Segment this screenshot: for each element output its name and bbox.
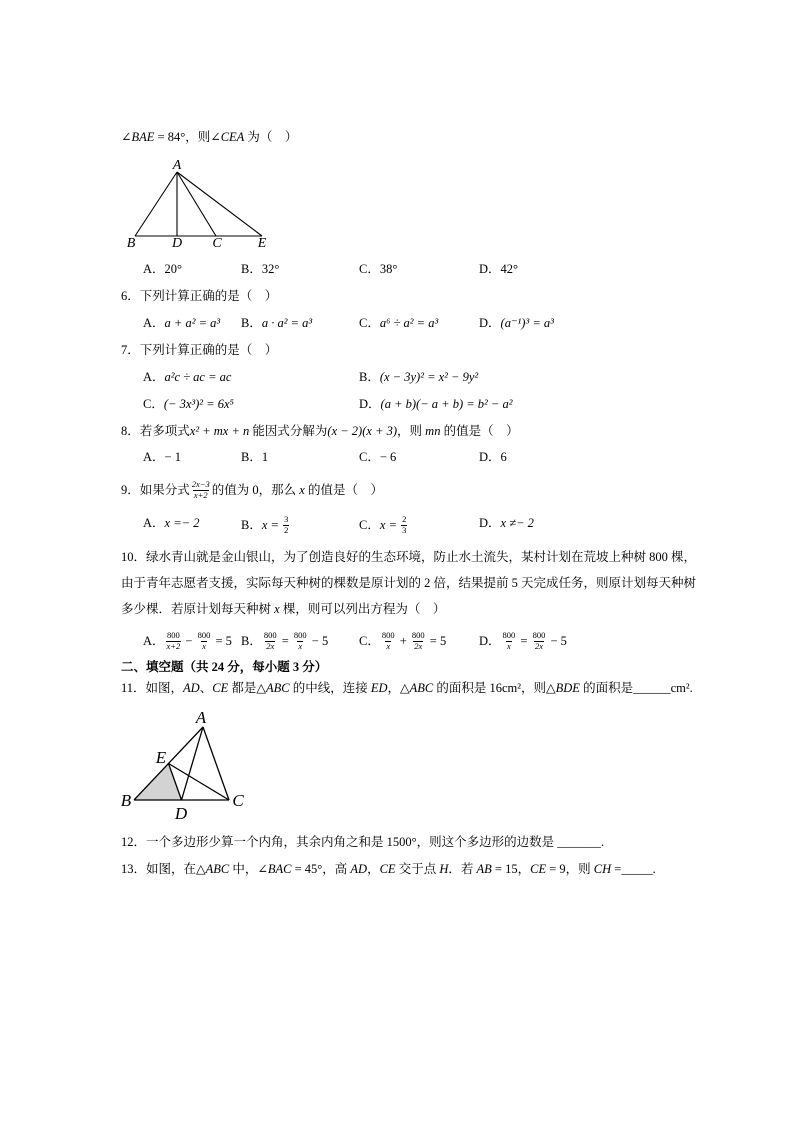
option-label: A． xyxy=(143,316,165,330)
math-variable: BAE xyxy=(131,130,155,144)
q7-option-a xyxy=(143,369,231,385)
math-variable: ∠BAC xyxy=(257,862,292,876)
option-label: D． xyxy=(479,634,501,648)
denominator: 2 xyxy=(284,524,289,535)
option-value: x = xyxy=(261,518,283,532)
option-value: a + a² = a³ xyxy=(164,316,221,330)
option-label: B． xyxy=(241,316,262,330)
denominator: x xyxy=(202,640,206,651)
math-variable: H xyxy=(439,862,449,876)
option-label: D． xyxy=(479,316,501,330)
q10-stem-line-2 xyxy=(121,575,696,591)
option-value: − 6 xyxy=(379,450,397,464)
label-d: D xyxy=(171,236,183,251)
q7-option-c xyxy=(143,396,234,412)
option-value: 1 xyxy=(261,450,269,464)
q9-option-b xyxy=(241,515,290,535)
q11-triangle-figure xyxy=(115,705,250,825)
math-variable: AD xyxy=(183,681,200,695)
math-variable: AB xyxy=(476,862,492,876)
fraction xyxy=(502,631,517,651)
denominator: 2x xyxy=(534,640,543,651)
option-value: x = xyxy=(379,518,401,532)
q9-option-c xyxy=(359,515,408,535)
option-value: x =− 2 xyxy=(164,516,200,530)
option-value: 38° xyxy=(379,262,398,276)
q10-option-d xyxy=(479,631,567,651)
q6-option-a xyxy=(143,315,220,331)
label-b: B xyxy=(126,236,136,251)
q5-stem xyxy=(121,129,297,145)
fraction xyxy=(283,515,289,535)
option-label: C． xyxy=(359,518,380,532)
section-heading xyxy=(121,659,327,675)
math-variable: CE xyxy=(212,681,229,695)
numerator: 800 xyxy=(411,630,425,640)
segment-ab xyxy=(135,172,177,236)
stem-text: 8．若多项式 xyxy=(121,424,190,438)
stem-text: =_____. xyxy=(611,862,656,876)
stem-text: 的面积是______cm². xyxy=(579,681,693,695)
fraction xyxy=(197,631,212,651)
fraction xyxy=(381,631,396,651)
denominator: 2x xyxy=(414,640,423,651)
q6-stem xyxy=(121,288,277,304)
denominator: x+2 xyxy=(193,489,208,500)
q10-option-a xyxy=(143,631,232,651)
numerator: 800 xyxy=(197,630,211,640)
equation-tail: − 5 xyxy=(308,634,329,648)
q11-stem xyxy=(121,680,693,696)
stem-text: 7．下列计算正确的是（ ） xyxy=(121,343,278,357)
stem-text: 6．下列计算正确的是（ ） xyxy=(121,289,278,303)
q12-stem xyxy=(121,834,604,850)
stem-text: 都是△ xyxy=(228,681,266,695)
option-label: D． xyxy=(479,516,501,530)
fraction xyxy=(532,631,547,651)
numerator: 800 xyxy=(167,630,180,640)
stem-text: 为（ ） xyxy=(244,130,298,144)
equation-tail: = 5 xyxy=(212,634,232,648)
operator: = xyxy=(517,634,531,648)
stem-text: 多少棵．若原计划每天种树 xyxy=(121,602,275,616)
stem-text: 12．一个多边形少算一个内角，其余内角之和是 1500°，则这个多边形的边数是 _______. xyxy=(121,835,605,849)
math-variable: CH xyxy=(593,862,612,876)
option-value: 20° xyxy=(164,262,183,276)
denominator: x xyxy=(298,640,303,651)
stem-text: 能因式分解为 xyxy=(249,424,328,438)
option-value: 32° xyxy=(261,262,280,276)
math-variable: ABC xyxy=(265,681,290,695)
option-value: 42° xyxy=(500,262,519,276)
numerator: 2 xyxy=(402,514,407,524)
label-e: E xyxy=(257,236,267,251)
option-value: (a⁻¹)³ = a³ xyxy=(500,316,554,330)
option-value: − 1 xyxy=(164,450,181,464)
operator: − xyxy=(182,634,196,648)
math-variable: ED xyxy=(370,681,388,695)
equation-tail: − 5 xyxy=(547,634,567,648)
math-variable: ABC xyxy=(409,681,434,695)
q7-stem xyxy=(121,342,277,358)
q13-stem xyxy=(121,861,656,877)
option-label: C． xyxy=(143,397,164,411)
q5-option-c xyxy=(359,261,397,277)
numerator: 800 xyxy=(502,630,516,640)
stem-text: ．若 xyxy=(448,862,477,876)
segment-ac xyxy=(177,172,216,236)
option-label: D． xyxy=(359,397,381,411)
fraction xyxy=(293,631,308,651)
math-variable: x xyxy=(274,602,280,616)
stem-text: 由于青年志愿者支援，实际每天种树的棵数是原计划的 2 倍，结果提前 5 天完成任务，则原计划每天种树 xyxy=(121,576,697,590)
stem-text: ， xyxy=(367,862,380,876)
fraction xyxy=(166,631,182,651)
math-variable: CE xyxy=(379,862,396,876)
stem-text: ，△ xyxy=(387,681,410,695)
q5-option-a xyxy=(143,261,182,277)
stem-text: 棵，则可以列出方程为（ ） xyxy=(279,602,446,616)
stem-text: 的值为 0，那么 xyxy=(211,483,300,497)
stem-text: 的中线，连接 xyxy=(289,681,371,695)
numerator: 3 xyxy=(284,514,289,524)
stem-text: ，则 xyxy=(397,424,426,438)
numerator: 800 xyxy=(532,630,546,640)
option-value: x ≠− 2 xyxy=(500,516,534,530)
math-variable: AD xyxy=(350,862,368,876)
fraction xyxy=(401,515,407,535)
q9-option-d xyxy=(479,515,534,531)
label-a: A xyxy=(195,708,207,727)
segment-ac xyxy=(203,727,229,800)
math-expression: (x − 2)(x + 3) xyxy=(327,424,398,438)
math-variable: CE xyxy=(530,862,547,876)
option-value: a⁶ ÷ a² = a³ xyxy=(379,316,439,330)
denominator: x xyxy=(386,640,391,651)
q10-option-b xyxy=(241,631,328,651)
q5-option-d xyxy=(479,261,518,277)
option-label: A． xyxy=(143,634,165,648)
option-label: A． xyxy=(143,516,165,530)
math-variable: ABC xyxy=(205,862,230,876)
label-a: A xyxy=(172,158,182,173)
stem-text: 9．如果分式 xyxy=(121,483,190,497)
fraction xyxy=(263,631,278,651)
q6-option-c xyxy=(359,315,438,331)
q10-stem-line-1 xyxy=(121,549,696,565)
denominator: x+2 xyxy=(166,640,181,651)
stem-text: 10．绿水青山就是金山银山，为了创造良好的生态环境，防止水土流失，某村计划在荒坡上种树 800 棵， xyxy=(121,550,697,564)
operator: + xyxy=(396,634,410,648)
stem-text: = 45°，高 xyxy=(291,862,351,876)
option-value: (− 3x³)² = 6x⁵ xyxy=(163,397,234,411)
stem-text: = 84°，则∠ xyxy=(154,130,221,144)
q8-option-b xyxy=(241,449,268,465)
option-label: B． xyxy=(241,634,262,648)
numerator: 800 xyxy=(381,630,395,640)
q8-option-a xyxy=(143,449,181,465)
q10-option-c xyxy=(359,631,446,651)
option-label: C． xyxy=(359,262,380,276)
q8-stem xyxy=(121,423,519,439)
fraction xyxy=(191,480,211,500)
math-variable: x xyxy=(299,483,305,497)
label-b: B xyxy=(120,791,132,810)
math-variable: CEA xyxy=(220,130,245,144)
option-label: B． xyxy=(241,262,262,276)
stem-text: ∠ xyxy=(121,130,132,144)
option-label: D． xyxy=(479,262,501,276)
option-value: 6 xyxy=(500,450,507,464)
q6-option-b xyxy=(241,315,312,331)
q8-option-c xyxy=(359,449,396,465)
q9-stem xyxy=(121,480,383,500)
label-c: C xyxy=(232,791,244,810)
option-label: A． xyxy=(143,370,165,384)
q6-option-d xyxy=(479,315,554,331)
option-label: D． xyxy=(479,450,501,464)
q5-option-b xyxy=(241,261,279,277)
option-label: C． xyxy=(359,450,380,464)
label-c: C xyxy=(212,236,222,251)
q9-option-a xyxy=(143,515,199,531)
option-value: (x − 3y)² = x² − 9y² xyxy=(379,370,479,384)
stem-text: 、 xyxy=(199,681,213,695)
stem-text: 的值是（ ） xyxy=(440,424,519,438)
fraction xyxy=(411,631,426,651)
label-e: E xyxy=(155,748,167,767)
section-heading-text: 二、填空题（共 24 分，每小题 3 分） xyxy=(121,660,328,674)
option-value: a · a² = a³ xyxy=(261,316,313,330)
denominator: 3 xyxy=(402,524,407,535)
numerator: 2x−3 xyxy=(191,479,210,489)
stem-text: 的面积是 16cm²，则△ xyxy=(433,681,556,695)
math-variable: BDE xyxy=(555,681,580,695)
math-variable: mn xyxy=(425,424,441,438)
option-value: a²c ÷ ac = ac xyxy=(164,370,232,384)
stem-text: = 15， xyxy=(491,862,531,876)
equation-tail: = 5 xyxy=(426,634,447,648)
option-label: A． xyxy=(143,450,165,464)
q8-option-d xyxy=(479,449,507,465)
option-label: C． xyxy=(359,634,380,648)
option-label: B． xyxy=(241,518,262,532)
denominator: x xyxy=(507,640,511,651)
q5-triangle-figure xyxy=(115,150,275,255)
math-expression: x² + mx + n xyxy=(189,424,250,438)
q7-option-d xyxy=(359,396,512,412)
option-label: C． xyxy=(359,316,380,330)
label-d: D xyxy=(174,804,188,823)
option-label: A． xyxy=(143,262,165,276)
q10-stem-line-3 xyxy=(121,601,445,617)
numerator: 800 xyxy=(263,630,277,640)
segment-ae xyxy=(177,172,262,236)
option-value: (a + b)(− a + b) = b² − a² xyxy=(380,397,513,411)
stem-text: 的值是（ ） xyxy=(304,483,383,497)
stem-text: 中， xyxy=(229,862,258,876)
operator: = xyxy=(278,634,292,648)
stem-text: = 9，则 xyxy=(546,862,594,876)
stem-text: 交于点 xyxy=(395,862,440,876)
stem-text: 11．如图， xyxy=(121,681,184,695)
denominator: 2x xyxy=(266,640,275,651)
numerator: 800 xyxy=(293,630,307,640)
option-label: B． xyxy=(359,370,380,384)
option-label: B． xyxy=(241,450,262,464)
q7-option-b xyxy=(359,369,478,385)
stem-text: 13．如图，在△ xyxy=(121,862,206,876)
